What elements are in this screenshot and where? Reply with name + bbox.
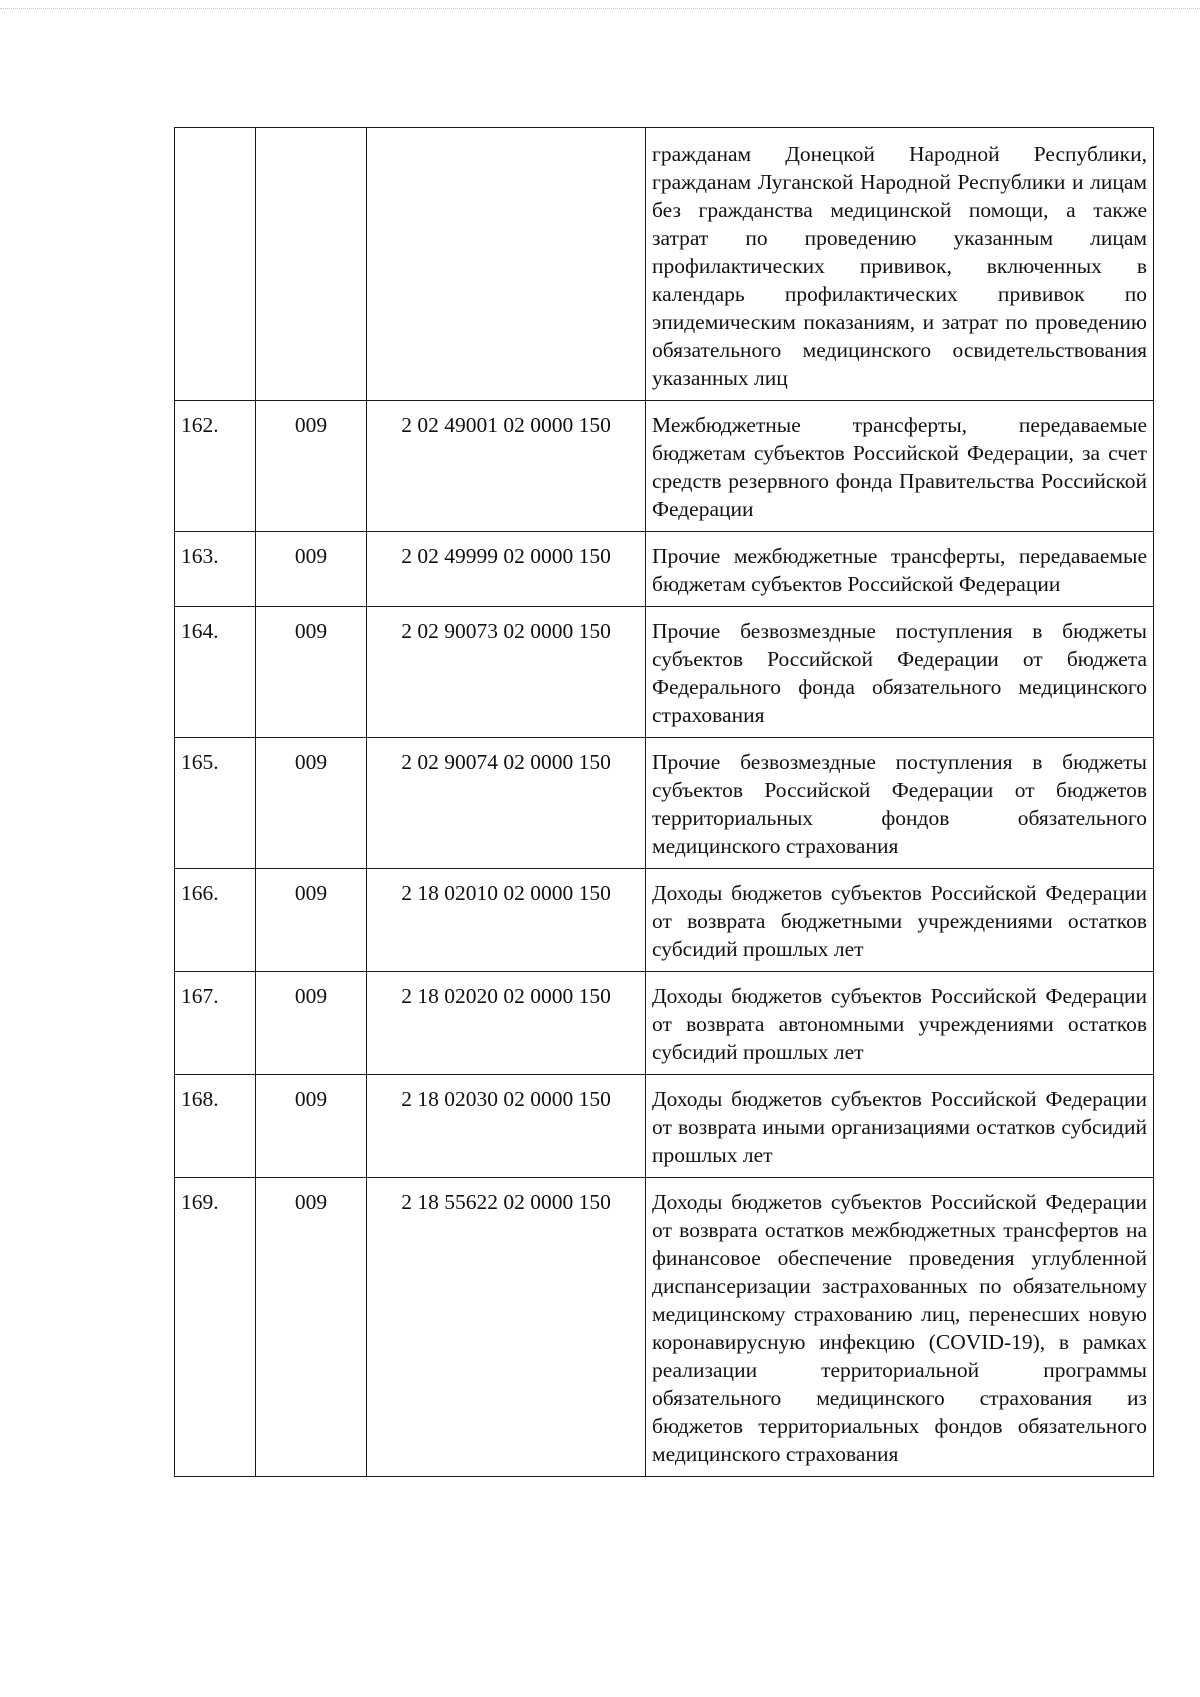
table-row <box>175 401 1154 532</box>
kbk-code: 2 02 90073 02 0000 150 <box>367 607 646 738</box>
income-description: Доходы бюджетов субъектов Российской Федерации от возврата остатков межбюджетных трансфертов на финансовое обеспечение проведения углубленной диспансеризации застрахованных по обязательному медицинскому страхованию лиц, перенесших новую коронавирусную инфекцию (COVID-19), в рамках реализации территориальной программы обязательного медицинского страхования из бюджетов территориальных фондов обязательного медицинского страхования <box>646 1178 1154 1477</box>
admin-code: 009 <box>256 738 367 869</box>
row-number: 164. <box>175 607 256 738</box>
table-row <box>175 1178 1154 1477</box>
table-row <box>175 972 1154 1075</box>
income-description: Межбюджетные трансферты, передаваемые бюджетам субъектов Российской Федерации, за счет средств резервного фонда Правительства Российской Федерации <box>646 401 1154 532</box>
admin-code: 009 <box>256 972 367 1075</box>
row-number: 168. <box>175 1075 256 1178</box>
admin-code: 009 <box>256 869 367 972</box>
kbk-code: 2 02 90074 02 0000 150 <box>367 738 646 869</box>
table-row <box>175 607 1154 738</box>
admin-code <box>256 128 367 401</box>
table-row <box>175 128 1154 401</box>
table-row <box>175 532 1154 607</box>
kbk-code: 2 02 49001 02 0000 150 <box>367 401 646 532</box>
admin-code: 009 <box>256 1178 367 1477</box>
income-description: Доходы бюджетов субъектов Российской Федерации от возврата бюджетными учреждениями остатков субсидий прошлых лет <box>646 869 1154 972</box>
kbk-code <box>367 128 646 401</box>
table-row <box>175 738 1154 869</box>
revenue-codes-table <box>174 127 1154 1477</box>
admin-code: 009 <box>256 607 367 738</box>
row-number: 163. <box>175 532 256 607</box>
income-description: Прочие безвозмездные поступления в бюджеты субъектов Российской Федерации от бюджетов территориальных фондов обязательного медицинского страхования <box>646 738 1154 869</box>
row-number <box>175 128 256 401</box>
row-number: 165. <box>175 738 256 869</box>
row-number: 166. <box>175 869 256 972</box>
income-description: Прочие безвозмездные поступления в бюджеты субъектов Российской Федерации от бюджета Федерального фонда обязательного медицинского страхования <box>646 607 1154 738</box>
admin-code: 009 <box>256 401 367 532</box>
kbk-code: 2 18 02030 02 0000 150 <box>367 1075 646 1178</box>
kbk-code: 2 18 55622 02 0000 150 <box>367 1178 646 1477</box>
admin-code: 009 <box>256 532 367 607</box>
row-number: 167. <box>175 972 256 1075</box>
income-description: Прочие межбюджетные трансферты, передаваемые бюджетам субъектов Российской Федерации <box>646 532 1154 607</box>
income-description: Доходы бюджетов субъектов Российской Федерации от возврата иными организациями остатков субсидий прошлых лет <box>646 1075 1154 1178</box>
kbk-code: 2 18 02010 02 0000 150 <box>367 869 646 972</box>
table-row <box>175 869 1154 972</box>
admin-code: 009 <box>256 1075 367 1178</box>
income-description: гражданам Донецкой Народной Республики, гражданам Луганской Народной Республики и лицам без гражданства медицинской помощи, а также затрат по проведению указанным лицам профилактических прививок, включенных в календарь профилактических прививок по эпидемическим показаниям, и затрат по проведению обязательного медицинского освидетельствования указанных лиц <box>646 128 1154 401</box>
row-number: 162. <box>175 401 256 532</box>
scan-edge-line <box>0 8 1200 9</box>
income-description: Доходы бюджетов субъектов Российской Федерации от возврата автономными учреждениями остатков субсидий прошлых лет <box>646 972 1154 1075</box>
row-number: 169. <box>175 1178 256 1477</box>
kbk-code: 2 18 02020 02 0000 150 <box>367 972 646 1075</box>
table-row <box>175 1075 1154 1178</box>
kbk-code: 2 02 49999 02 0000 150 <box>367 532 646 607</box>
